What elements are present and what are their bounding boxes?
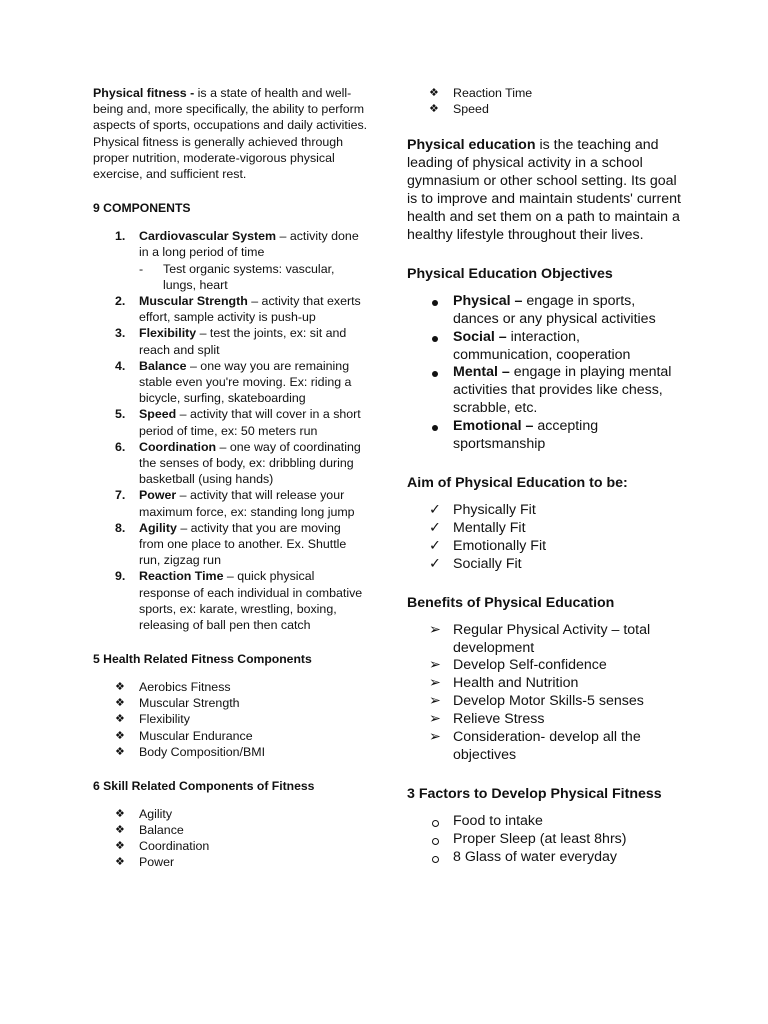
- list-item: [407, 729, 682, 765]
- diamond-bullet-icon: ❖: [115, 807, 125, 820]
- component-name: Power: [139, 488, 177, 503]
- list-item: [407, 502, 682, 520]
- diamond-bullet-icon: ❖: [115, 823, 125, 836]
- circle-bullet-icon: [432, 856, 439, 863]
- diamond-bullet-icon: ❖: [115, 856, 125, 869]
- component-number: 5.: [115, 407, 126, 422]
- list-item: [407, 418, 682, 454]
- component-desc: – quick physical response of each individual in combative sports, ex: karate, wrestling, boxing, releasing of ball pen then catch: [139, 569, 363, 633]
- component-desc: – test the joints, ex: sit and reach and split: [139, 326, 347, 357]
- objective-desc: engage in playing mental activities that provides like chess, scrabble, etc.: [453, 364, 672, 417]
- check-icon: ✓: [429, 519, 441, 536]
- list-item: [407, 675, 682, 693]
- objective-name: Emotional –: [453, 418, 534, 435]
- component-item: [93, 325, 368, 357]
- list-item: [115, 679, 368, 695]
- list-item: [407, 813, 682, 831]
- diamond-bullet-icon: ❖: [115, 713, 125, 726]
- physical-fitness-term: Physical fitness -: [93, 86, 195, 100]
- component-name: Speed: [139, 407, 177, 422]
- diamond-bullet-icon: ❖: [115, 729, 125, 742]
- component-item: [93, 520, 368, 569]
- component-sub-text: Test organic systems: vascular, lungs, heart: [163, 261, 335, 292]
- components-list: [93, 228, 368, 633]
- list-item-text: Socially Fit: [453, 555, 522, 572]
- list-item-text: Regular Physical Activity – total development: [453, 621, 651, 656]
- arrow-bullet-icon: ➢: [429, 711, 441, 728]
- component-name: Agility: [139, 520, 177, 535]
- bullet-dot-icon: [432, 425, 438, 431]
- aims-heading: Aim of Physical Education to be:: [407, 475, 628, 491]
- list-item: [115, 728, 368, 744]
- component-name: Coordination: [139, 439, 217, 454]
- left-column: [93, 85, 368, 870]
- benefits-heading: Benefits of Physical Education: [407, 594, 615, 611]
- component-item: [93, 568, 368, 633]
- arrow-bullet-icon: ➢: [429, 729, 441, 746]
- list-item: [407, 364, 682, 418]
- component-item: [93, 228, 368, 293]
- diamond-bullet-icon: ❖: [115, 839, 125, 852]
- list-item: [407, 538, 682, 556]
- list-item: [407, 622, 682, 658]
- component-desc: – activity that exerts effort, sample activity is push-up: [139, 294, 361, 325]
- physical-education-term: Physical education: [407, 137, 536, 154]
- list-item-text: Speed: [453, 102, 489, 117]
- objectives-heading: Physical Education Objectives: [407, 265, 613, 282]
- list-item-text: Relieve Stress: [453, 711, 545, 728]
- list-item-text: Balance: [139, 822, 184, 837]
- skill-related-list-part1: [115, 806, 368, 870]
- list-item-text: Reaction Time: [453, 86, 533, 100]
- objective-desc: engage in sports, dances or any physical activities: [453, 292, 656, 327]
- list-item-text: Develop Motor Skills-5 senses: [453, 693, 644, 710]
- component-desc: – activity that will cover in a short period of time, ex: 50 meters run: [139, 407, 361, 438]
- component-name: Cardiovascular System: [139, 229, 277, 244]
- component-item: [93, 406, 368, 438]
- list-item-text: Physically Fit: [453, 502, 536, 518]
- list-item: [407, 693, 682, 711]
- physical-education-text: is the teaching and leading of physical activity in a school gymnasium or other school setting. Its goal is to improve and maintain students' current health and set them on a path to maintain a healthy lifestyle throughout their lives.: [407, 137, 681, 243]
- objective-desc: accepting sportsmanship: [453, 418, 599, 453]
- component-desc: – activity done in a long period of time: [139, 229, 359, 260]
- list-item: [407, 711, 682, 729]
- list-item: [115, 838, 368, 854]
- list-item: [407, 657, 682, 675]
- list-item: [115, 806, 368, 822]
- list-item-text: Muscular Strength: [139, 696, 240, 711]
- list-item-text: Agility: [139, 806, 173, 821]
- list-item-text: Emotionally Fit: [453, 537, 547, 554]
- skill-related-list-part2: [429, 85, 682, 117]
- list-item-text: Flexibility: [139, 712, 190, 727]
- component-desc: – activity that you are moving from one place to another. Ex. Shuttle run, zigzag run: [139, 520, 347, 568]
- factors-heading: 3 Factors to Develop Physical Fitness: [407, 785, 662, 802]
- bullet-dot-icon: [432, 371, 438, 377]
- physical-education-definition: [407, 137, 682, 244]
- circle-bullet-icon: [432, 820, 439, 827]
- right-column: [407, 85, 682, 867]
- list-item: [407, 329, 682, 365]
- check-icon: ✓: [429, 555, 441, 572]
- component-number: 2.: [115, 294, 126, 309]
- component-name: Balance: [139, 358, 187, 373]
- arrow-bullet-icon: ➢: [429, 621, 441, 638]
- list-item-text: Mentally Fit: [453, 519, 526, 536]
- diamond-bullet-icon: ❖: [115, 681, 125, 694]
- list-item: [407, 849, 682, 867]
- physical-fitness-text: is a state of health and well-being and, more specifically, the ability to perform aspects of sports, occupations and daily activities. Physical fitness is generally achieved through proper nutrition, moderate-vigorous physical exercise, and sufficient rest.: [93, 86, 368, 182]
- component-number: 3.: [115, 326, 126, 341]
- list-item: [429, 85, 682, 101]
- circle-bullet-icon: [432, 838, 439, 845]
- list-item-text: Food to intake: [453, 812, 543, 829]
- dash-marker: -: [139, 261, 144, 276]
- component-number: 9.: [115, 569, 126, 584]
- bullet-dot-icon: [432, 336, 438, 342]
- diamond-bullet-icon: ❖: [429, 87, 439, 99]
- component-number: 4.: [115, 358, 126, 373]
- skill-related-heading: 6 Skill Related Components of Fitness: [93, 778, 315, 793]
- list-item: [115, 711, 368, 727]
- list-item: [115, 695, 368, 711]
- list-item-text: Consideration- develop all the objectives: [453, 729, 641, 763]
- list-item: [407, 831, 682, 849]
- component-item: [93, 439, 368, 488]
- component-name: Flexibility: [139, 326, 197, 341]
- health-related-heading: 5 Health Related Fitness Components: [93, 652, 312, 667]
- list-item: [407, 556, 682, 574]
- arrow-bullet-icon: ➢: [429, 693, 441, 710]
- list-item-text: 8 Glass of water everyday: [453, 848, 618, 865]
- component-name: Muscular Strength: [139, 294, 248, 309]
- check-icon: ✓: [429, 537, 441, 554]
- list-item-text: Health and Nutrition: [453, 675, 579, 692]
- objective-name: Mental –: [453, 364, 510, 381]
- diamond-bullet-icon: ❖: [115, 697, 125, 710]
- check-icon: ✓: [429, 502, 441, 518]
- objective-name: Physical –: [453, 292, 523, 309]
- diamond-bullet-icon: ❖: [115, 745, 125, 758]
- aims-list: [407, 502, 682, 574]
- arrow-bullet-icon: ➢: [429, 657, 441, 674]
- arrow-bullet-icon: ➢: [429, 675, 441, 692]
- benefits-list: [407, 622, 682, 765]
- component-number: 8.: [115, 520, 126, 535]
- list-item-text: Power: [139, 855, 175, 870]
- component-item: [93, 293, 368, 325]
- list-item: [115, 854, 368, 870]
- component-number: 1.: [115, 229, 126, 244]
- objectives-list: [407, 293, 682, 454]
- health-related-list: [115, 679, 368, 759]
- component-number: 6.: [115, 439, 126, 454]
- list-item-text: Develop Self-confidence: [453, 657, 607, 674]
- list-item-text: Coordination: [139, 838, 210, 853]
- list-item: [407, 293, 682, 329]
- component-item: [93, 487, 368, 519]
- list-item-text: Muscular Endurance: [139, 728, 253, 743]
- components-heading: 9 COMPONENTS: [93, 201, 191, 216]
- component-item: [93, 358, 368, 407]
- diamond-bullet-icon: ❖: [429, 103, 439, 116]
- objective-name: Social –: [453, 328, 507, 345]
- list-item-text: Proper Sleep (at least 8hrs): [453, 830, 627, 847]
- factors-list: [407, 813, 682, 867]
- component-desc: – activity that will release your maximum force, ex: standing long jump: [139, 488, 355, 519]
- list-item-text: Body Composition/BMI: [139, 744, 266, 759]
- component-number: 7.: [115, 488, 126, 503]
- component-desc: – one way of coordinating the senses of body, ex: dribbling during basketball (using hands): [139, 439, 361, 487]
- physical-fitness-definition: [93, 85, 368, 182]
- list-item: [115, 744, 368, 760]
- objective-desc: interaction, communication, cooperation: [453, 328, 631, 363]
- bullet-dot-icon: [432, 300, 438, 306]
- component-name: Reaction Time: [139, 569, 224, 584]
- component-desc: – one way you are remaining stable even you're moving. Ex: riding a bicycle, surfing, skateboarding: [139, 358, 352, 406]
- component-sub-item: [139, 261, 368, 293]
- list-item: [407, 520, 682, 538]
- list-item: [429, 101, 682, 117]
- list-item-text: Aerobics Fitness: [139, 680, 231, 695]
- list-item: [115, 822, 368, 838]
